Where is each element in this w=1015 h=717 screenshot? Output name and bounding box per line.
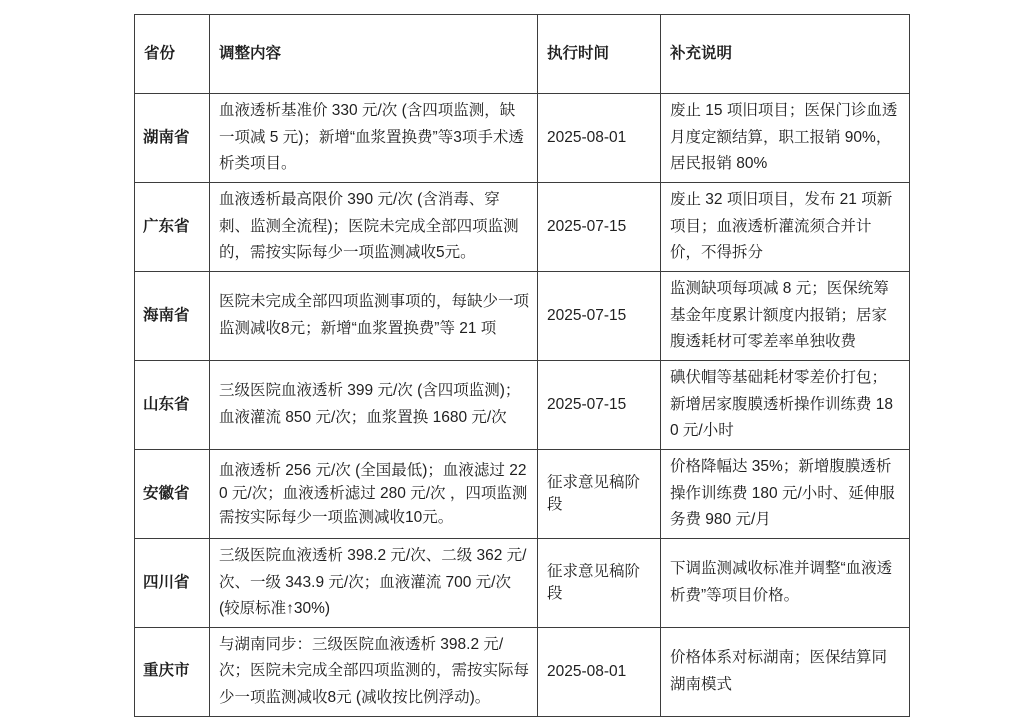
table-row-sichuan <box>135 538 910 627</box>
province-cell: 安徽省 <box>135 449 210 538</box>
execution-time-cell: 2025-08-01 <box>538 94 661 183</box>
supplementary-notes-cell: 碘伏帽等基础耗材零差价打包；新增居家腹膜透析操作训练费 180 元/小时 <box>661 360 910 449</box>
header-execution-time: 执行时间 <box>538 15 661 94</box>
adjustment-content-cell: 血液透析最高限价 390 元/次 (含消毒、穿刺、监测全流程)；医院未完成全部四项监测的，需按实际每少一项监测减收5元。 <box>210 182 538 271</box>
supplementary-notes-cell: 废止 32 项旧项目，发布 21 项新项目；血液透析灌流须合并计价，不得拆分 <box>661 182 910 271</box>
dialysis-pricing-table-container <box>134 14 909 717</box>
adjustment-content-cell: 医院未完成全部四项监测事项的，每缺少一项监测减收8元；新增“血浆置换费”等 21 项 <box>210 271 538 360</box>
supplementary-notes-cell: 价格体系对标湖南；医保结算同湖南模式 <box>661 627 910 716</box>
adjustment-content-cell: 血液透析 256 元/次 (全国最低)；血液滤过 220 元/次；血液透析滤过 280 元/次 ，四项监测需按实际每少一项监测减收10元。 <box>210 449 538 538</box>
execution-time-cell: 2025-07-15 <box>538 182 661 271</box>
execution-time-cell: 征求意见稿阶段 <box>538 538 661 627</box>
supplementary-notes-cell: 价格降幅达 35%；新增腹膜透析操作训练费 180 元/小时、延伸服务费 980 元/月 <box>661 449 910 538</box>
execution-time-cell: 2025-07-15 <box>538 271 661 360</box>
province-cell: 重庆市 <box>135 627 210 716</box>
adjustment-content-cell: 三级医院血液透析 399 元/次 (含四项监测)；血液灌流 850 元/次；血浆置换 1680 元/次 <box>210 360 538 449</box>
province-cell: 山东省 <box>135 360 210 449</box>
supplementary-notes-cell: 废止 15 项旧项目；医保门诊血透月度定额结算，职工报销 90%，居民报销 80% <box>661 94 910 183</box>
table-row-chongqing <box>135 627 910 716</box>
table-row-hunan <box>135 94 910 183</box>
supplementary-notes-cell: 下调监测减收标准并调整“血液透析费”等项目价格。 <box>661 538 910 627</box>
header-adjustment-content: 调整内容 <box>210 15 538 94</box>
province-cell: 广东省 <box>135 182 210 271</box>
adjustment-content-cell: 三级医院血液透析 398.2 元/次、二级 362 元/次、一级 343.9 元/次；血液灌流 700 元/次 (较原标准↑30%) <box>210 538 538 627</box>
dialysis-pricing-table <box>134 14 910 717</box>
execution-time-cell: 2025-07-15 <box>538 360 661 449</box>
adjustment-content-cell: 血液透析基准价 330 元/次 (含四项监测，缺一项减 5 元)；新增“血浆置换费”等3项手术透析类项目。 <box>210 94 538 183</box>
province-cell: 海南省 <box>135 271 210 360</box>
table-row-shandong <box>135 360 910 449</box>
header-supplementary-notes: 补充说明 <box>661 15 910 94</box>
adjustment-content-cell: 与湖南同步：三级医院血液透析 398.2 元/次；医院未完成全部四项监测的，需按实际每少一项监测减收8元 (减收按比例浮动)。 <box>210 627 538 716</box>
supplementary-notes-cell: 监测缺项每项减 8 元；医保统筹基金年度累计额度内报销；居家腹透耗材可零差率单独收费 <box>661 271 910 360</box>
header-province: 省份 <box>135 15 210 94</box>
table-row-hainan <box>135 271 910 360</box>
execution-time-cell: 征求意见稿阶段 <box>538 449 661 538</box>
province-cell: 四川省 <box>135 538 210 627</box>
table-header-row <box>135 15 910 94</box>
province-cell: 湖南省 <box>135 94 210 183</box>
execution-time-cell: 2025-08-01 <box>538 627 661 716</box>
table-row-guangdong <box>135 182 910 271</box>
table-row-anhui <box>135 449 910 538</box>
